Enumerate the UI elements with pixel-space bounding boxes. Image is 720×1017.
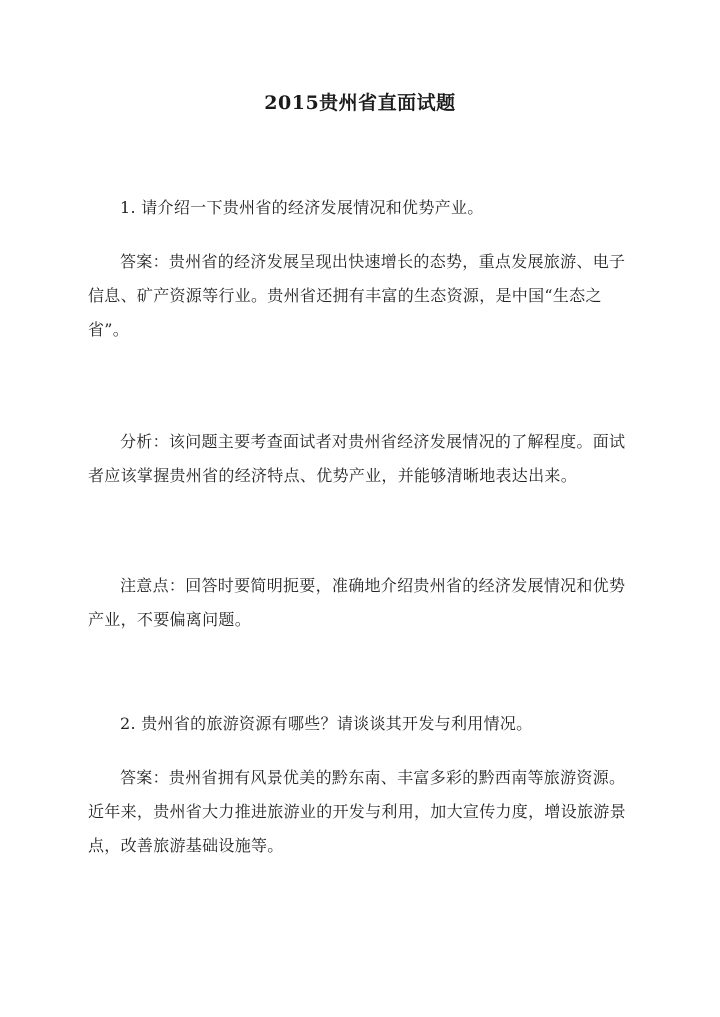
- analysis-1: 分析：该问题主要考查面试者对贵州省经济发展情况的了解程度。面试者应该掌握贵州省的经济特点、优势产业，并能够清晰地表达出来。: [88, 432, 626, 485]
- answer-1: 答案：贵州省的经济发展呈现出快速增长的态势，重点发展旅游、电子信息、矿产资源等行业。贵州省还拥有丰富的生态资源，是中国“生态之省”。: [88, 252, 626, 339]
- note-1: 注意点：回答时要简明扼要，准确地介绍贵州省的经济发展情况和优势产业，不要偏离问题。: [88, 576, 626, 629]
- question-1: 1. 请介绍一下贵州省的经济发展情况和优势产业。: [120, 198, 484, 217]
- question-2: 2. 贵州省的旅游资源有哪些？请谈谈其开发与利用情况。: [120, 714, 533, 733]
- document-title: 2015贵州省直面试题: [264, 92, 456, 114]
- answer-2: 答案：贵州省拥有风景优美的黔东南、丰富多彩的黔西南等旅游资源。近年来，贵州省大力推进旅游业的开发与利用，加大宣传力度，增设旅游景点，改善旅游基础设施等。: [88, 768, 626, 855]
